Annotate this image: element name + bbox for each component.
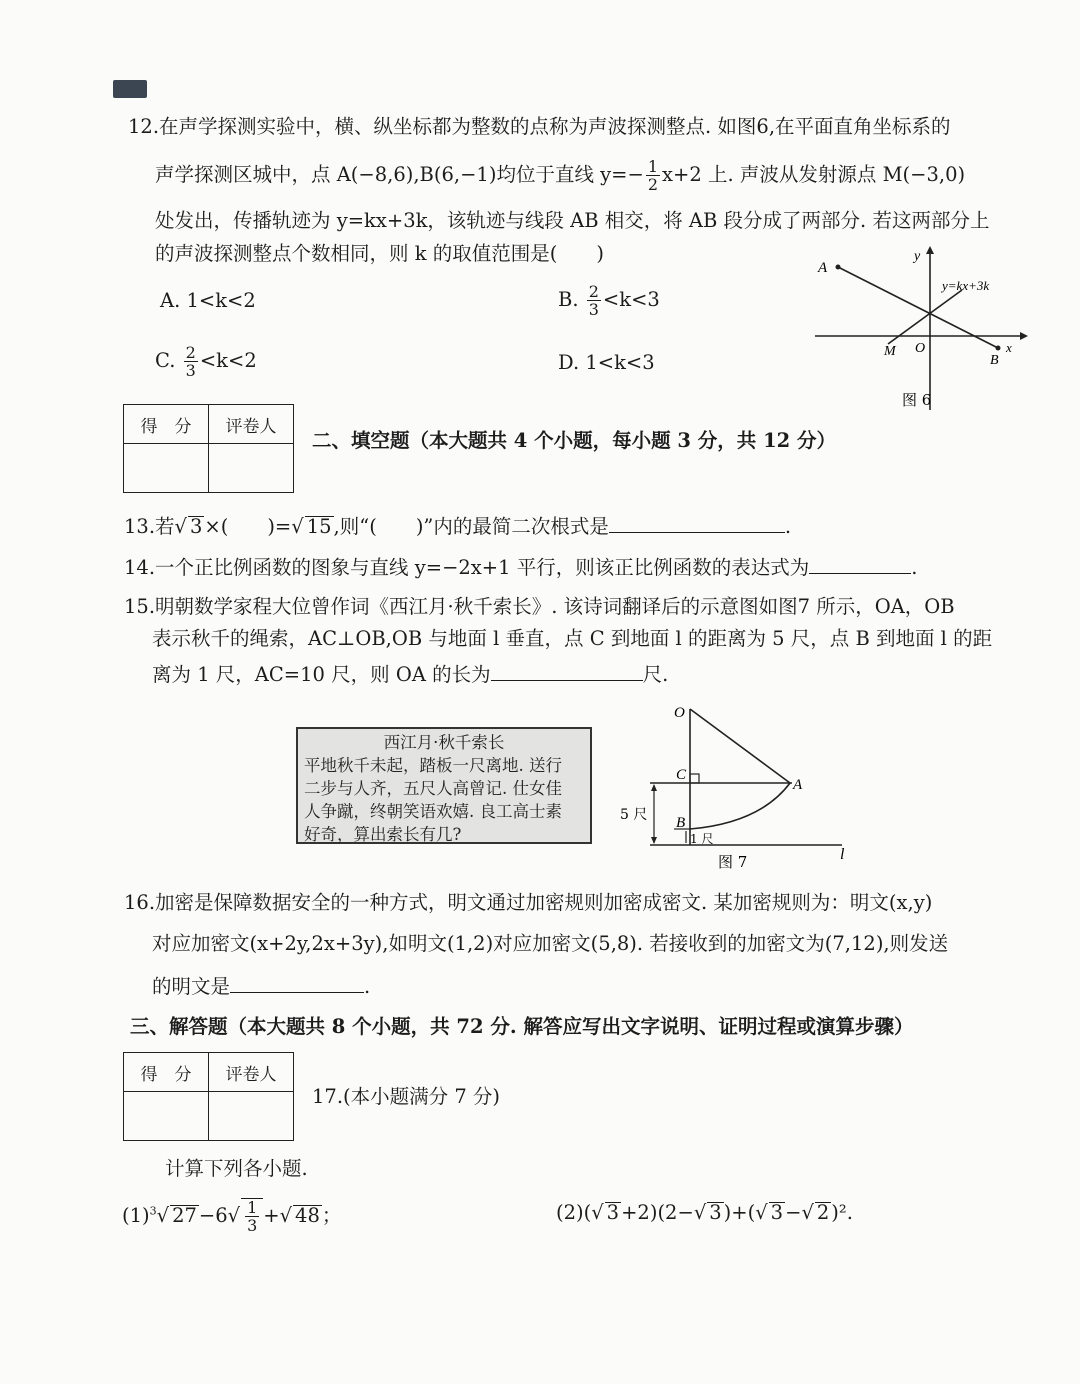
poem-line-1: 平地秋千未起，踏板一尺离地. 送行 bbox=[304, 756, 562, 775]
q12-option-c: C. $\frac{2}{3}$ <k<2 bbox=[155, 343, 257, 380]
poem-line-2: 二步与人齐，五尺人高曾记. 仕女佳 bbox=[304, 779, 562, 798]
q15-line1: 15.明朝数学家程大位曾作词《西江月·秋千索长》. 该诗词翻译后的示意图如图7 所示，OA，OB bbox=[124, 595, 955, 618]
q17-intro: 计算下列各小题. bbox=[165, 1157, 308, 1180]
x-axis-arrow bbox=[1020, 332, 1028, 340]
score-table-2 bbox=[123, 1052, 294, 1141]
q13: 13.若√ 3 ×( )=√ 15 ,则“( )”内的最简二次根式是 . bbox=[124, 512, 791, 540]
figure-7 bbox=[610, 695, 860, 875]
q15-line3: 离为 1 尺，AC=10 尺，则 OA 的长为 尺. bbox=[152, 660, 668, 688]
label-b: B bbox=[990, 353, 999, 368]
grader-cell[interactable] bbox=[209, 444, 294, 493]
grader-header: 评卷人 bbox=[209, 405, 294, 444]
poem-line-4: 好奇，算出索长有几? bbox=[304, 825, 462, 844]
label-x: x bbox=[1006, 340, 1012, 355]
fig7-label-o: O bbox=[674, 705, 685, 721]
section-2-title: 二、填空题（本大题共 4 个小题，每小题 3 分，共 12 分） bbox=[312, 429, 837, 452]
swing-arc bbox=[690, 783, 790, 829]
grader-header: 评卷人 bbox=[209, 1053, 294, 1092]
score-header: 得 分 bbox=[124, 405, 209, 444]
q13-answer-blank[interactable] bbox=[609, 512, 785, 533]
figure-6-caption: 图 6 bbox=[902, 391, 932, 409]
label-a: A bbox=[818, 260, 828, 276]
label-equation: y=kx+3k bbox=[942, 278, 990, 293]
poem-title: 西江月·秋千索长 bbox=[383, 733, 505, 752]
fig7-label-l: l bbox=[840, 846, 845, 863]
y-axis-arrow bbox=[926, 246, 934, 254]
fig7-label-5-chi: 5 尺 bbox=[620, 807, 648, 823]
right-angle-mark bbox=[690, 774, 699, 783]
q15-line2: 表示秋千的绳索，AC⊥OB,OB 与地面 l 垂直，点 C 到地面 l 的距离为 5 尺，点 B 到地面 l 的距 bbox=[152, 627, 993, 650]
q12-line1: 12.在声学探测实验中，横、纵坐标都为整数的点称为声波探测整点. 如图6,在平面直角坐标系的 bbox=[128, 115, 951, 138]
q14: 14.一个正比例函数的图象与直线 y=−2x+1 平行，则该正比例函数的表达式为 . bbox=[124, 553, 917, 581]
q12-fraction: $\frac{1}{2}$ bbox=[647, 157, 659, 194]
poem-line-3: 人争蹴，终朝笑语欢嬉. 良工高士素 bbox=[304, 802, 562, 821]
q16-line1: 16.加密是保障数据安全的一种方式，明文通过加密规则加密成密文. 某加密规则为：明文(x,y) bbox=[124, 891, 933, 914]
rope-oa bbox=[690, 709, 790, 783]
q16-line3: 的明文是 . bbox=[152, 972, 370, 1000]
point-b bbox=[996, 346, 1001, 351]
point-a bbox=[836, 265, 841, 270]
corner-black-mark bbox=[113, 80, 147, 98]
score-header: 得 分 bbox=[124, 1053, 209, 1092]
q15-answer-blank[interactable] bbox=[491, 660, 643, 681]
score-cell[interactable] bbox=[124, 1092, 209, 1141]
label-m: M bbox=[884, 344, 896, 359]
q14-answer-blank[interactable] bbox=[809, 553, 911, 574]
q12-option-b: B. $\frac{2}{3}$ <k<3 bbox=[558, 282, 660, 319]
q12-option-d: D. 1<k<3 bbox=[558, 351, 655, 374]
score-cell[interactable] bbox=[124, 444, 209, 493]
q12-line4: 的声波探测整点个数相同，则 k 的取值范围是( ) bbox=[155, 242, 604, 265]
q17-part2: (2)(√ 3 +2)(2−√ 3 )+(√ 3 −√ 2 )². bbox=[556, 1201, 853, 1224]
score-table-1 bbox=[123, 404, 294, 493]
section-3-title: 三、解答题（本大题共 8 个小题，共 72 分. 解答应写出文字说明、证明过程或演算步骤） bbox=[130, 1015, 914, 1038]
fig7-label-b: B bbox=[676, 815, 686, 831]
fig7-label-c: C bbox=[676, 767, 687, 783]
label-y: y bbox=[914, 249, 921, 264]
q16-answer-blank[interactable] bbox=[230, 972, 364, 993]
q12-option-a: A. 1<k<2 bbox=[160, 289, 256, 312]
grader-cell[interactable] bbox=[209, 1092, 294, 1141]
figure-6 bbox=[810, 240, 1030, 420]
q17-title: 17.(本小题满分 7 分) bbox=[312, 1085, 501, 1108]
poem-box bbox=[296, 727, 592, 844]
figure-7-caption: 图 7 bbox=[718, 853, 748, 871]
fig7-label-1-chi: 1 尺 bbox=[690, 832, 714, 846]
fig7-label-a: A bbox=[793, 777, 803, 793]
q17-part1: $(1)^3√$ 27 −6√ $\frac{1}{3}$ +√ 48 ； bbox=[122, 1198, 342, 1235]
q12-line2: 声学探测区城中，点 A(−8,6),B(6,−1)均位于直线 y=− $\frac{1}{2}$ x+2 上. 声波从发射源点 M(−3,0) bbox=[155, 157, 966, 194]
q16-line2: 对应加密文(x+2y,2x+3y),如明文(1,2)对应加密文(5,8). 若接收到的加密文为(7,12),则发送 bbox=[152, 932, 949, 955]
q12-line3: 处发出，传播轨迹为 y=kx+3k，该轨迹与线段 AB 相交，将 AB 段分成了两部分. 若这两部分上 bbox=[155, 209, 990, 232]
label-o: O bbox=[915, 341, 926, 356]
